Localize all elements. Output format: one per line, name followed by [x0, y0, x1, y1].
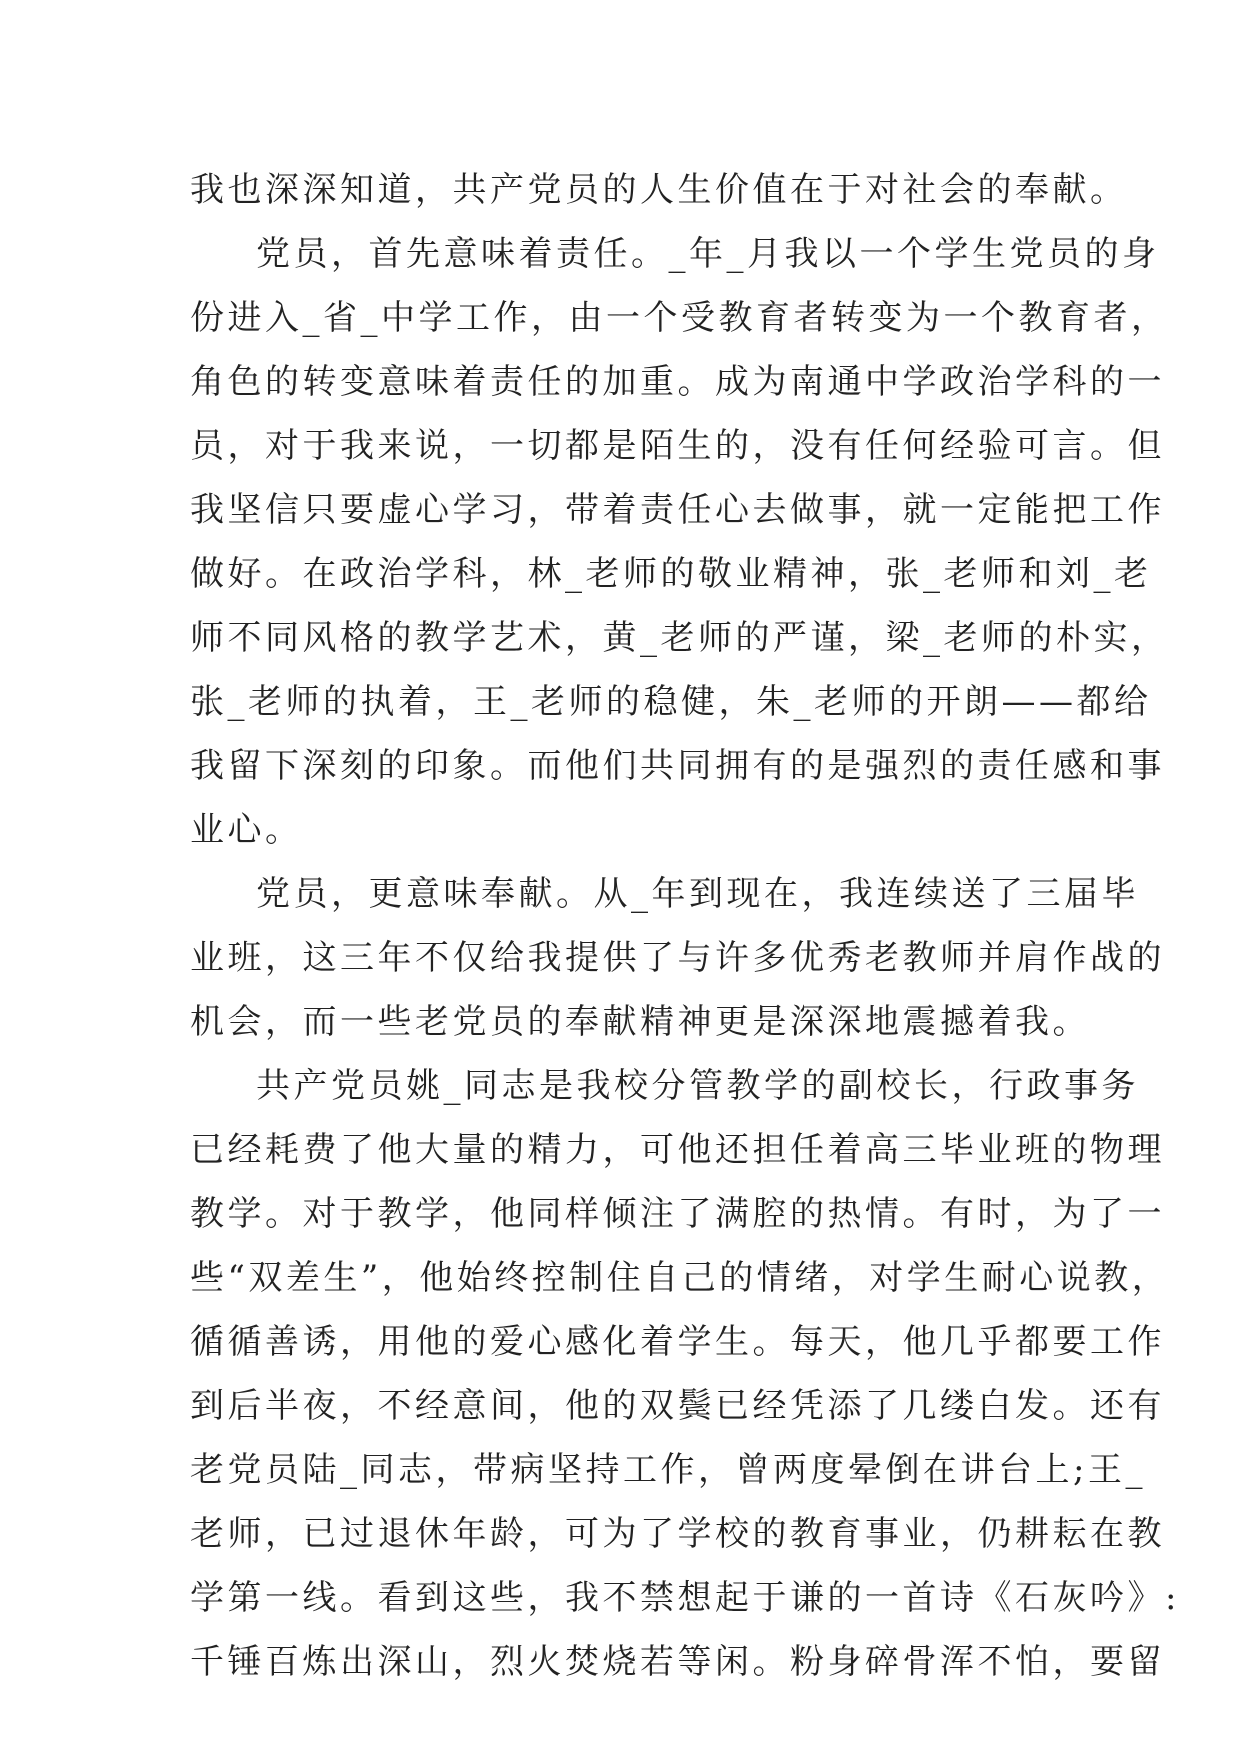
text-line: 学第一线。看到这些，我不禁想起于谦的一首诗《石灰吟》: — [190, 1578, 1180, 1618]
text-line: 到后半夜，不经意间，他的双鬓已经凭添了几缕白发。还有 — [190, 1386, 1165, 1426]
text-line: 党员，更意味奉献。从_年到现在，我连续送了三届毕 — [256, 874, 1139, 914]
text-line: 千锤百炼出深山，烈火焚烧若等闲。粉身碎骨浑不怕，要留 — [190, 1642, 1165, 1682]
text-line: 老师，已过退休年龄，可为了学校的教育事业，仍耕耘在教 — [190, 1514, 1165, 1554]
text-line: 业班，这三年不仅给我提供了与许多优秀老教师并肩作战的 — [190, 938, 1165, 978]
text-line: 共产党员姚_同志是我校分管教学的副校长，行政事务 — [256, 1066, 1139, 1106]
text-line: 师不同风格的教学艺术，黄_老师的严谨，梁_老师的朴实， — [190, 618, 1169, 658]
text-line: 张_老师的执着，王_老师的稳健，朱_老师的开朗——都给 — [190, 682, 1152, 722]
text-line: 党员，首先意味着责任。_年_月我以一个学生党员的身 — [256, 234, 1160, 274]
text-line: 做好。在政治学科，林_老师的敬业精神，张_老师和刘_老 — [190, 554, 1152, 594]
text-line: 我坚信只要虚心学习，带着责任心去做事，就一定能把工作 — [190, 490, 1165, 530]
text-line: 循循善诱，用他的爱心感化着学生。每天，他几乎都要工作 — [190, 1322, 1165, 1362]
text-line: 老党员陆_同志，带病坚持工作，曾两度晕倒在讲台上;王_ — [190, 1450, 1146, 1490]
text-line: 角色的转变意味着责任的加重。成为南通中学政治学科的一 — [190, 362, 1165, 402]
text-line: 我也深深知道，共产党员的人生价值在于对社会的奉献。 — [190, 170, 1128, 210]
text-line: 些“双差生”，他始终控制住自己的情绪，对学生耐心说教， — [190, 1258, 1170, 1298]
text-line: 业心。 — [190, 810, 303, 850]
text-line: 员，对于我来说，一切都是陌生的，没有任何经验可言。但 — [190, 426, 1165, 466]
text-line: 机会，而一些老党员的奉献精神更是深深地震撼着我。 — [190, 1002, 1090, 1042]
text-line: 份进入_省_中学工作，由一个受教育者转变为一个教育者， — [190, 298, 1169, 338]
text-line: 教学。对于教学，他同样倾注了满腔的热情。有时，为了一 — [190, 1194, 1165, 1234]
text-line: 我留下深刻的印象。而他们共同拥有的是强烈的责任感和事 — [190, 746, 1165, 786]
text-body — [190, 158, 1180, 1694]
text-line: 已经耗费了他大量的精力，可他还担任着高三毕业班的物理 — [190, 1130, 1165, 1170]
